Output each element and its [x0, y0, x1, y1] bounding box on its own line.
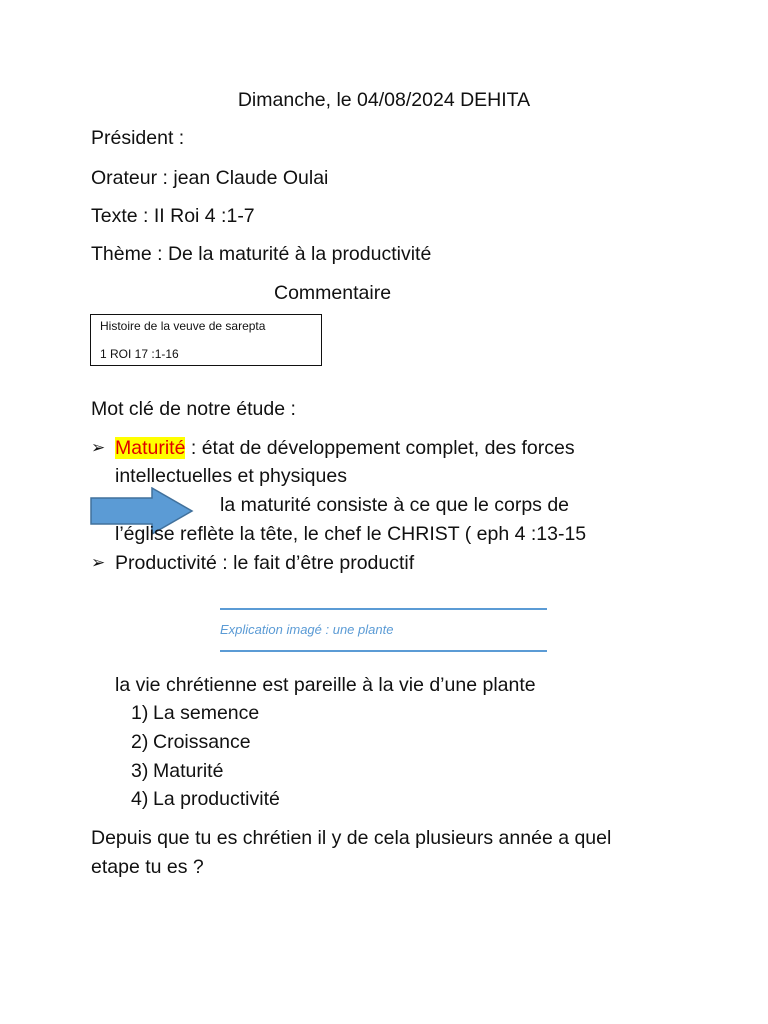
- keyword-maturite-term: Maturité: [115, 437, 186, 459]
- commentaire-heading: Commentaire: [274, 282, 392, 304]
- plant-step-label: Croissance: [153, 731, 251, 753]
- plant-step-label: La productivité: [153, 788, 280, 810]
- theme-line: Thème : De la maturité à la productivité: [91, 243, 432, 265]
- plant-step: [131, 759, 223, 783]
- question-line-1: Depuis que tu es chrétien il y de cela plusieurs année a quel: [91, 827, 612, 849]
- texte-line: Texte : II Roi 4 :1-7: [91, 205, 255, 227]
- caption-bottom-rule: [220, 650, 547, 652]
- reference-box-line-2: 1 ROI 17 :1-16: [100, 347, 179, 361]
- plant-intro: la vie chrétienne est pareille à la vie d’une plante: [115, 674, 536, 696]
- keywords-heading: Mot clé de notre étude :: [91, 398, 296, 420]
- maturite-explanation-cont: l’église reflète la tête, le chef le CHRIST ( eph 4 :13-15: [115, 523, 587, 545]
- keyword-productivite: Productivité : le fait d’être productif: [115, 552, 415, 574]
- caption-top-rule: [220, 608, 547, 610]
- president-line: Président :: [91, 127, 185, 149]
- bullet-arrow-icon: ➢: [91, 553, 106, 572]
- plant-step-number: 3): [131, 760, 149, 782]
- plant-step: [131, 787, 280, 811]
- bullet-arrow-icon: ➢: [91, 438, 106, 457]
- reference-box: [90, 314, 322, 366]
- plant-step-number: 4): [131, 788, 149, 810]
- question-line-2: etape tu es ?: [91, 856, 204, 878]
- plant-step: [131, 730, 251, 754]
- orateur-line: Orateur : jean Claude Oulai: [91, 167, 329, 189]
- plant-step: [131, 701, 259, 725]
- keyword-maturite: [115, 436, 575, 460]
- plant-step-number: 1): [131, 702, 149, 724]
- keyword-maturite-cont: intellectuelles et physiques: [115, 465, 347, 487]
- date-line: Dimanche, le 04/08/2024 DEHITA: [237, 89, 531, 111]
- maturite-explanation: la maturité consiste à ce que le corps de: [220, 494, 570, 516]
- plant-step-number: 2): [131, 731, 149, 753]
- figure-caption: Explication imagé : une plante: [220, 622, 394, 637]
- keyword-maturite-definition: : état de développement complet, des forces: [185, 437, 575, 459]
- plant-step-label: Maturité: [153, 760, 224, 782]
- plant-step-label: La semence: [153, 702, 260, 724]
- reference-box-line-1: Histoire de la veuve de sarepta: [100, 319, 266, 333]
